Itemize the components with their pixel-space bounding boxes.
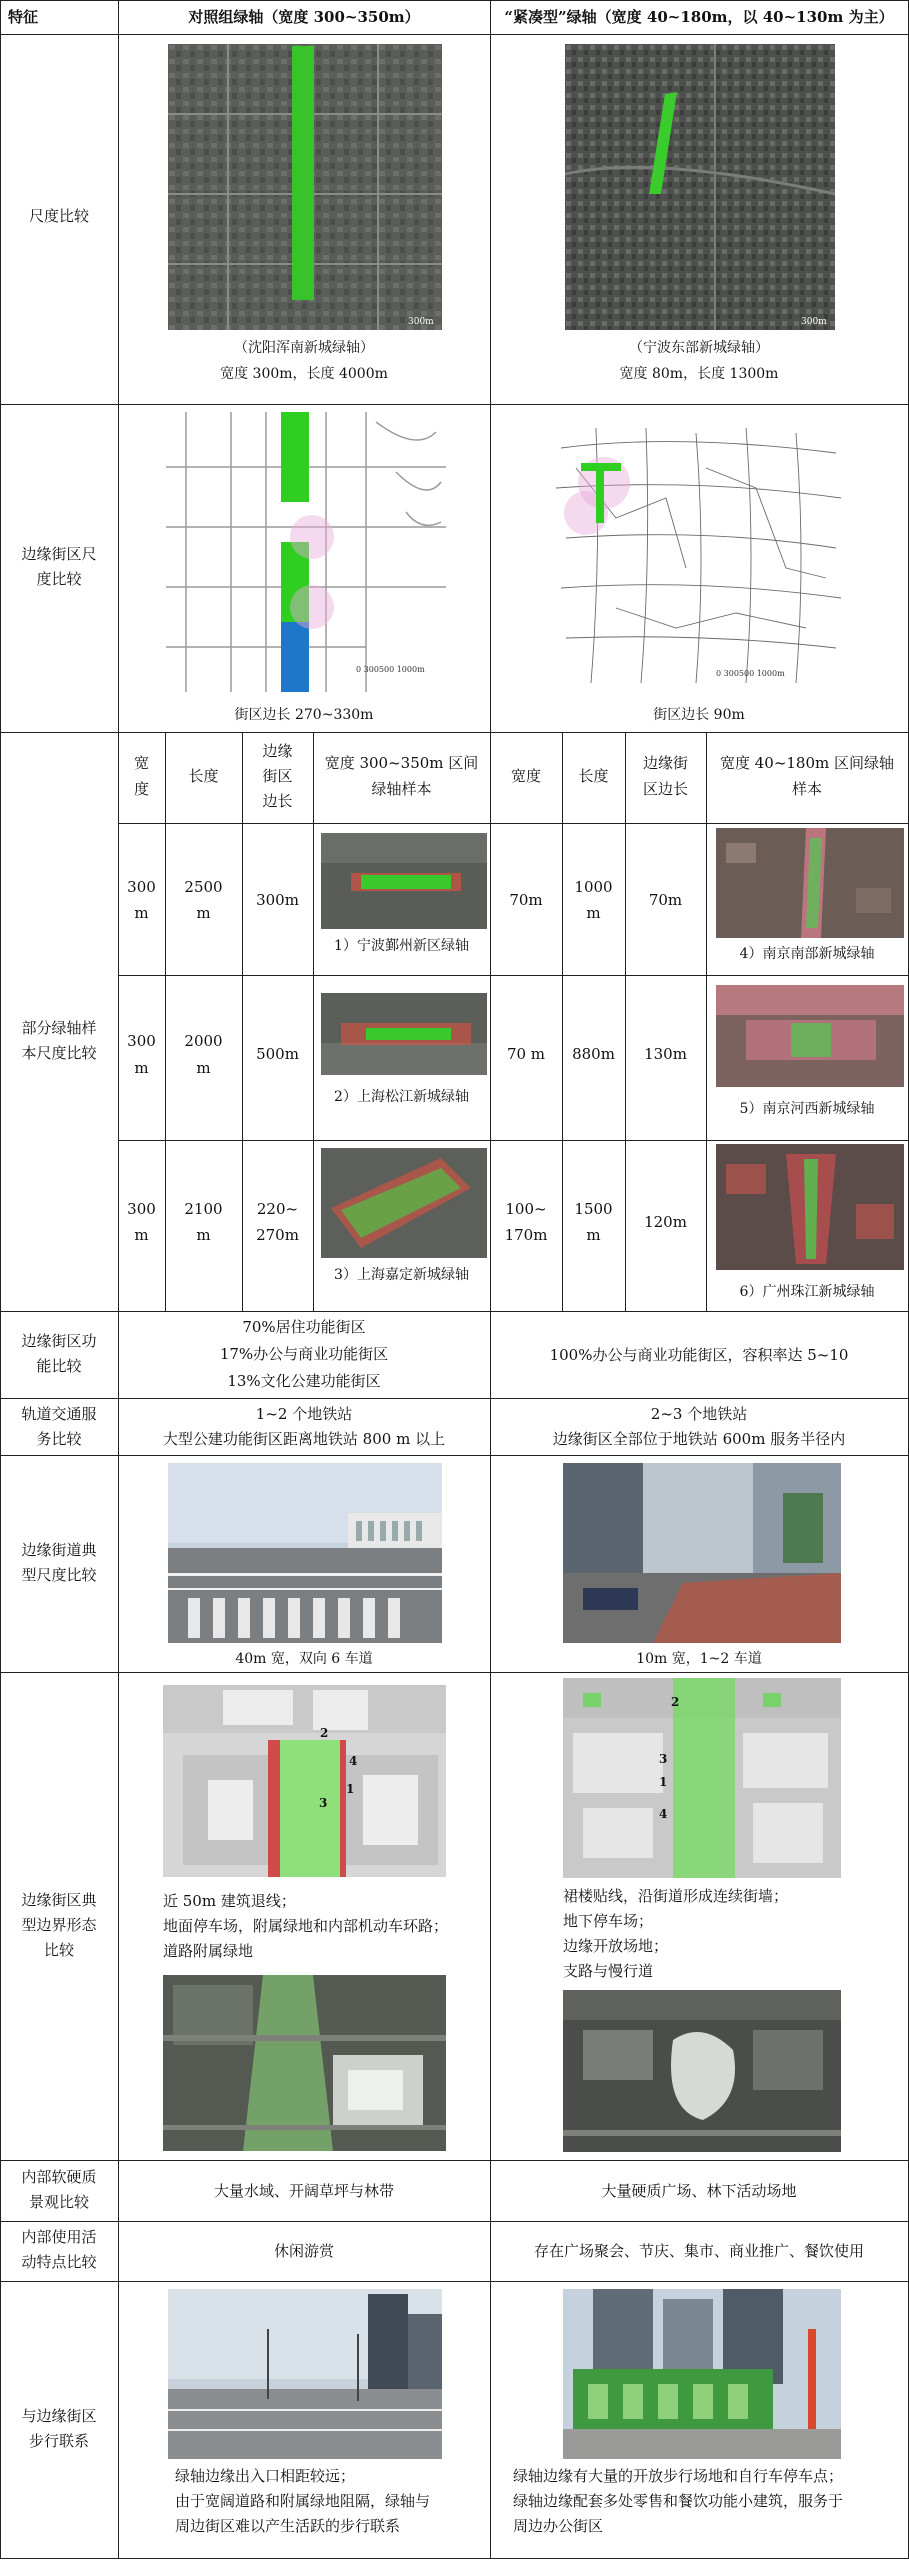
subheader-sample-left: 绿轴样本: [371, 780, 432, 798]
transit-right: 2~3 个地铁站: [650, 1405, 748, 1423]
label-scale: 尺度比较: [28, 207, 89, 225]
label-boundary-line2: 型边界形态: [21, 1916, 97, 1934]
plan-diagram-ningbo: [556, 428, 846, 688]
street-photo-right: [563, 1463, 841, 1643]
sample-length-right: m: [586, 904, 601, 922]
link-right-line2: 绿轴边缘配套多处零售和餐饮功能小建筑，服务于: [513, 2492, 844, 2510]
subheader-length-right: 长度: [578, 767, 609, 785]
label-samples-line1: 部分绿轴样: [21, 1019, 97, 1037]
transit-right: 边缘街区全部位于地铁站 600m 服务半径内: [552, 1430, 846, 1448]
sample-length: m: [196, 1059, 211, 1077]
sample-caption-4: 4）南京南部新城绿轴: [739, 946, 875, 962]
activity-right: 存在广场聚会、节庆、集市、商业推广、餐饮使用: [533, 2242, 864, 2260]
label-block-line1: 边缘街区尺: [21, 545, 97, 563]
caption-ningbo: （宁波东部新城绿轴）: [629, 340, 769, 356]
scale-bar: 0 300500 1000m: [716, 669, 785, 678]
boundary-right-line4: 支路与慢行道: [563, 1962, 654, 1980]
label-landscape-line1: 内部软硬质: [21, 2168, 97, 2186]
function-right: 100%办公与商业功能街区，容积率达 5~10: [549, 1346, 849, 1364]
marker-1: 1: [659, 1775, 668, 1789]
link-left-line1: 绿轴边缘出入口相距较远；: [175, 2467, 356, 2485]
sample-width-right: 170m: [504, 1226, 548, 1244]
subheader-width-right: 宽度: [510, 767, 541, 785]
boundary-right-line3: 边缘开放场地；: [563, 1937, 669, 1955]
subheader-block-right: 边缘街: [642, 754, 688, 772]
function-left: 17%办公与商业功能街区: [219, 1345, 389, 1363]
caption-shenyang: （沈阳浑南新城绿轴）: [234, 340, 374, 356]
link-photo-left: [168, 2289, 442, 2459]
rule: [0, 404, 909, 405]
marker-1: 1: [346, 1782, 355, 1796]
label-transit-line2: 务比较: [36, 1430, 82, 1448]
label-link-line1: 与边缘街区: [21, 2407, 97, 2425]
sample-caption-1: 1）宁波鄞州新区绿轴: [334, 938, 469, 954]
transit-left: 1~2 个地铁站: [255, 1405, 353, 1423]
sample-length: m: [196, 1226, 211, 1244]
aerial-image-ningbo: [565, 44, 835, 330]
link-photo-right: [563, 2289, 841, 2459]
label-activity-line2: 动特点比较: [21, 2253, 97, 2271]
rule: [490, 1311, 491, 2559]
rule: [118, 823, 909, 824]
link-left-line3: 周边街区难以产生活跃的步行联系: [175, 2517, 401, 2535]
sample-length: 2000: [184, 1032, 223, 1050]
function-left: 13%文化公建功能街区: [227, 1372, 381, 1390]
sample-length-right: m: [586, 1226, 601, 1244]
rule: [118, 1140, 909, 1141]
marker-2: 2: [671, 1695, 680, 1709]
activity-left: 休闲游赏: [273, 2242, 334, 2260]
label-link-line2: 步行联系: [28, 2432, 89, 2450]
boundary-right-line2: 地下停车场；: [563, 1912, 654, 1930]
sample-block: 270m: [256, 1226, 299, 1244]
rule: [118, 975, 909, 976]
subheader-width: 度: [133, 780, 149, 798]
sample-width-right: 70 m: [506, 1045, 546, 1063]
label-function-line1: 边缘街区功: [21, 1332, 97, 1350]
sample-block: 500m: [256, 1045, 299, 1063]
rule: [0, 2558, 909, 2559]
rule: [0, 1398, 909, 1399]
label-boundary-line3: 比较: [43, 1941, 74, 1959]
label-street-line1: 边缘街道典: [21, 1541, 97, 1559]
rule: [0, 34, 909, 35]
label-landscape-line2: 景观比较: [28, 2193, 89, 2211]
caption-street-left: 40m 宽，双向 6 车道: [235, 1651, 373, 1667]
link-left-line2: 由于宽阔道路和附属绿地阻隔，绿轴与: [175, 2492, 431, 2510]
scale-label: 300m: [408, 317, 434, 327]
sample-image-3: [321, 1148, 487, 1258]
sample-width-right: 100~: [505, 1200, 547, 1218]
link-right-line1: 绿轴边缘有大量的开放步行场地和自行车停车点；: [513, 2467, 844, 2485]
boundary-left-line2: 地面停车场，附属绿地和内部机动车环路；: [163, 1917, 449, 1935]
aerial-image-shenyang: [168, 44, 442, 330]
marker-2: 2: [320, 1726, 329, 1740]
rule: [0, 732, 909, 733]
subheader-sample-right: 宽度 40~180m 区间绿轴: [719, 754, 895, 772]
sample-caption-2: 2）上海松江新城绿轴: [334, 1089, 469, 1105]
sample-block: 300m: [256, 891, 299, 909]
boundary-left-line3: 道路附属绿地: [163, 1942, 254, 1960]
sample-width: m: [134, 1226, 149, 1244]
marker-3: 3: [319, 1796, 328, 1810]
caption-block-left: 街区边长 270~330m: [234, 707, 374, 723]
sample-width: 300: [127, 1032, 156, 1050]
sample-length: m: [196, 904, 211, 922]
subheader-block: 街区: [262, 767, 293, 785]
rule: [0, 1455, 909, 1456]
boundary-aerial-right: [563, 1990, 841, 2152]
sample-length: 2500: [184, 878, 223, 896]
sample-image-1: [321, 833, 487, 929]
rule: [0, 0, 909, 1]
sample-block-right: 70m: [648, 891, 683, 909]
sample-width: m: [134, 1059, 149, 1077]
rule: [0, 1672, 909, 1673]
rule: [0, 2281, 909, 2282]
rule: [0, 2221, 909, 2222]
header-control-axis: 对照组绿轴（宽度 300~350m）: [188, 8, 420, 26]
sample-image-5: [716, 985, 904, 1087]
sample-width: m: [134, 904, 149, 922]
subheader-sample-right: 样本: [791, 780, 822, 798]
sample-caption-5: 5）南京河西新城绿轴: [739, 1101, 875, 1117]
link-right-line3: 周边办公街区: [513, 2517, 604, 2535]
subheader-block-right: 区边长: [642, 780, 688, 798]
subheader-sample-left: 宽度 300~350m 区间: [324, 754, 479, 772]
sample-length-right: 1000: [574, 878, 613, 896]
function-left: 70%居住功能街区: [242, 1318, 366, 1336]
subheader-block: 边长: [262, 792, 293, 810]
transit-left: 大型公建功能街区距离地铁站 800 m 以上: [162, 1430, 446, 1448]
scale-bar: 0 300500 1000m: [356, 665, 425, 674]
sample-caption-6: 6）广州珠江新城绿轴: [739, 1284, 875, 1300]
label-activity-line1: 内部使用活: [21, 2228, 97, 2246]
sample-block-right: 120m: [644, 1213, 687, 1231]
rule: [0, 2160, 909, 2161]
landscape-left: 大量水域、开阔草坪与林带: [213, 2182, 394, 2200]
sample-length-right: 880m: [572, 1045, 615, 1063]
boundary-diagram-right: [563, 1678, 841, 1878]
sample-width: 300: [127, 1200, 156, 1218]
header-feature: 特征: [8, 8, 39, 26]
caption-block-right: 街区边长 90m: [653, 707, 745, 723]
subheader-width: 宽: [133, 754, 149, 772]
caption-shenyang-size: 宽度 300m，长度 4000m: [220, 366, 388, 382]
label-block-line2: 度比较: [36, 570, 82, 588]
label-transit-line1: 轨道交通服: [21, 1405, 97, 1423]
subheader-length: 长度: [188, 767, 219, 785]
rule: [706, 732, 707, 1311]
label-samples-line2: 本尺度比较: [21, 1044, 97, 1062]
sample-image-6: [716, 1144, 904, 1270]
boundary-diagram-left: [163, 1685, 446, 1877]
landscape-right: 大量硬质广场、林下活动场地: [601, 2182, 797, 2200]
sample-image-2: [321, 993, 487, 1075]
sample-block-right: 130m: [644, 1045, 687, 1063]
caption-street-right: 10m 宽，1~2 车道: [636, 1651, 762, 1667]
marker-4: 4: [659, 1807, 668, 1821]
label-boundary-line1: 边缘街区典: [21, 1891, 97, 1909]
boundary-aerial-left: [163, 1975, 446, 2151]
boundary-left-line1: 近 50m 建筑退线；: [163, 1892, 296, 1910]
boundary-right-line1: 裙楼贴线，沿街道形成连续街墙；: [563, 1887, 789, 1905]
scale-label: 300m: [801, 317, 827, 327]
marker-3: 3: [659, 1752, 668, 1766]
label-function-line2: 能比较: [36, 1357, 82, 1375]
sample-width-right: 70m: [509, 891, 543, 909]
header-compact-axis: “紧凑型”绿轴（宽度 40~180m，以 40~130m 为主）: [504, 8, 894, 26]
street-photo-left: [168, 1463, 442, 1643]
rule: [0, 1311, 909, 1312]
rule: [313, 732, 314, 1311]
sample-image-4: [716, 828, 904, 938]
caption-ningbo-size: 宽度 80m，长度 1300m: [619, 366, 779, 382]
sample-width: 300: [127, 878, 156, 896]
label-street-line2: 型尺度比较: [21, 1566, 97, 1584]
sample-block: 220~: [256, 1200, 299, 1218]
subheader-block: 边缘: [262, 742, 293, 760]
sample-caption-3: 3）上海嘉定新城绿轴: [334, 1267, 469, 1283]
sample-length-right: 1500: [574, 1200, 613, 1218]
sample-length: 2100: [184, 1200, 223, 1218]
marker-4: 4: [349, 1754, 358, 1768]
plan-diagram-shenyang: [166, 412, 446, 692]
